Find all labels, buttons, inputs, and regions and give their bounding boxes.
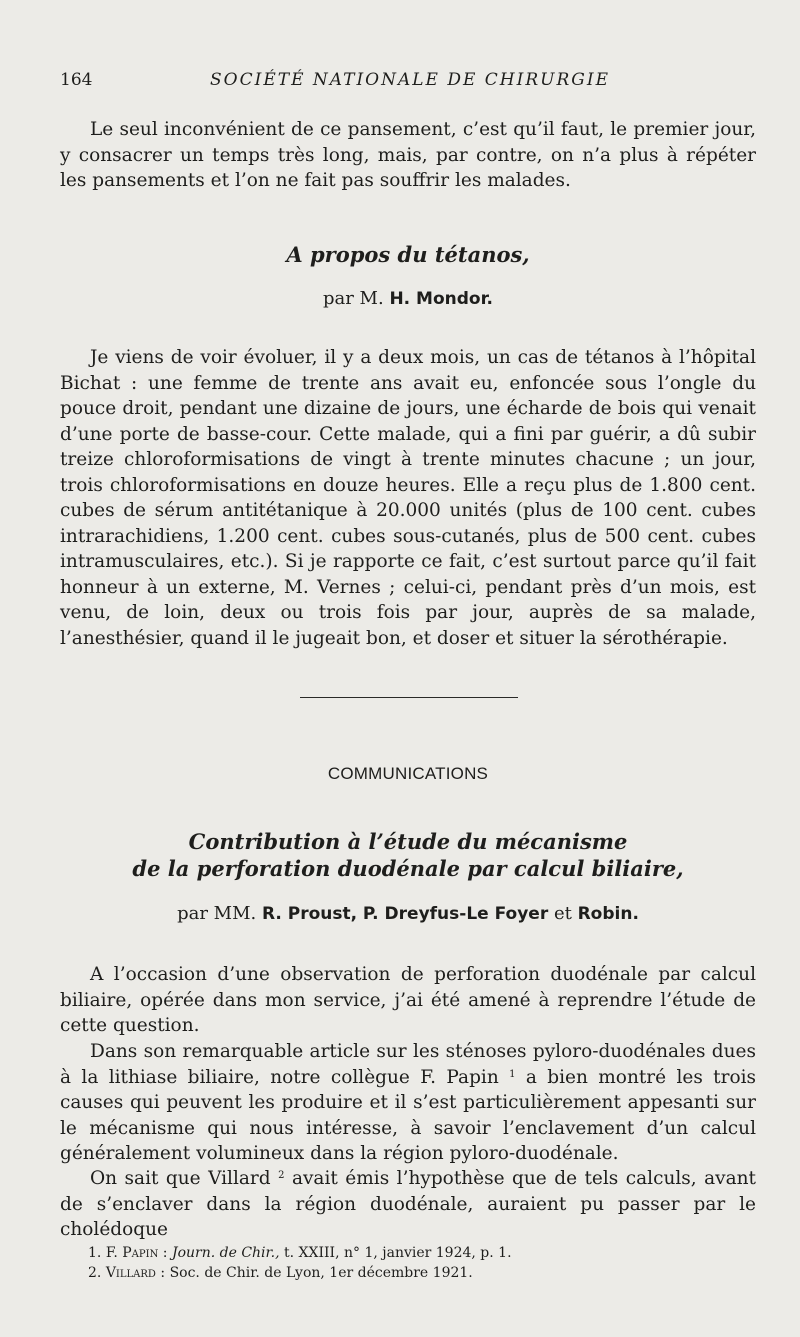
byline-prefix: par MM.	[177, 903, 257, 924]
paragraph-text: a bien montré les trois causes qui peuvent les produire et il s’est particulièrement appesanti sur le mécanisme qui nous intéresse, à savoir l’enclavement d’un calcul généralement volumineux dans la région pyloro-duodénale.	[60, 1066, 757, 1164]
author-name: H. Mondor.	[389, 289, 494, 309]
footnote-journal: Journ. de Chir.,	[171, 1245, 280, 1261]
communication-paragraph-1: A l’occasion d’une observation de perforation duodénale par calcul biliaire, opérée dans mon service, j’ai été amené à reprendre l’étude de cette question.	[60, 964, 756, 1036]
footnote-separator: :	[158, 1245, 172, 1261]
footnote	[88, 1263, 748, 1283]
author-name: Robin.	[577, 904, 639, 924]
communication-title	[60, 828, 756, 882]
title-line-1: Contribution à l’étude du mécanisme	[188, 829, 628, 854]
article-paragraph: Je viens de voir évoluer, il y a deux mois, un cas de tétanos à l’hôpital Bichat : une femme de trente ans avait eu, enfoncée sous l’ongle du pouce droit, pendant une dizaine de jours, une écharde de bois qui venait d’une porte de basse-cour. Cette malade, qui a fini par guérir, a dû subir treize chloroformisations de vingt à trente minutes chacune ; un jour, trois chloroformisations en douze heures. Elle a reçu plus de 1.800 cent. cubes de sérum antitétanique à 20.000 unités (plus de 100 cent. cubes intrarachidiens, 1.200 cent. cubes sous-cutanés, plus de 500 cent. cubes intramusculaires, etc.). Si je rapporte ce fait, c’est surtout parce qu’il fait honneur à un externe, M. Vernes ; celui-ci, pendant près d’un mois, est venu, de loin, deux ou trois fois par jour, auprès de sa malade, l’anesthésier, quand il le jugeait bon, et doser et situer la sérothérapie.	[60, 347, 756, 649]
footnote-ref: 1	[509, 1068, 516, 1080]
footnote-author: F. Papin	[105, 1245, 159, 1261]
intro-paragraph: Le seul inconvénient de ce pansement, c’est qu’il faut, le premier jour, y consacrer un temps très long, mais, par contre, on n’a plus à répéter les pansements et l’on ne fait pas souffrir les malades.	[60, 119, 756, 191]
page-header	[60, 70, 760, 94]
article-title: A propos du tétanos,	[286, 242, 530, 267]
footnote-number: 1.	[88, 1245, 102, 1261]
footnote	[88, 1243, 748, 1263]
section-divider	[300, 697, 518, 698]
page-number: 164	[60, 70, 93, 90]
byline-conjunction: et	[553, 903, 572, 924]
footnote-text: t. XXIII, n° 1, janvier 1924, p. 1.	[279, 1245, 512, 1261]
communication-byline	[60, 903, 756, 924]
footnotes	[88, 1243, 748, 1283]
footnote-ref: 2	[278, 1170, 285, 1181]
paragraph-text: On sait que Villard	[90, 1168, 271, 1189]
article-byline	[60, 288, 756, 309]
running-title: SOCIÉTÉ NATIONALE DE CHIRURGIE	[210, 70, 610, 90]
communication-paragraph-2	[60, 1039, 756, 1167]
footnote-number: 2.	[88, 1265, 102, 1281]
footnote-author: Villard	[105, 1265, 156, 1281]
paragraph-text: avait émis l’hypothèse que de tels calculs, avant de s’enclaver dans la région duodénale, auraient pu passer par le cholédoque	[60, 1168, 756, 1240]
author-name: P. Dreyfus-Le Foyer	[362, 904, 549, 924]
communication-paragraph-3	[60, 1166, 756, 1243]
author-name: R. Proust,	[261, 904, 358, 924]
section-heading: COMMUNICATIONS	[327, 764, 489, 783]
footnote-separator: :	[155, 1265, 170, 1281]
paragraph-text: Dans son remarquable article sur les sténoses pyloro-duodénales dues à la lithiase biliaire, notre collègue F. Papin	[60, 1041, 756, 1088]
title-line-2: de la perforation duodénale par calcul biliaire,	[132, 856, 684, 881]
footnote-text: Soc. de Chir. de Lyon, 1er décembre 1921.	[169, 1265, 473, 1281]
byline-prefix: par M.	[322, 288, 384, 309]
